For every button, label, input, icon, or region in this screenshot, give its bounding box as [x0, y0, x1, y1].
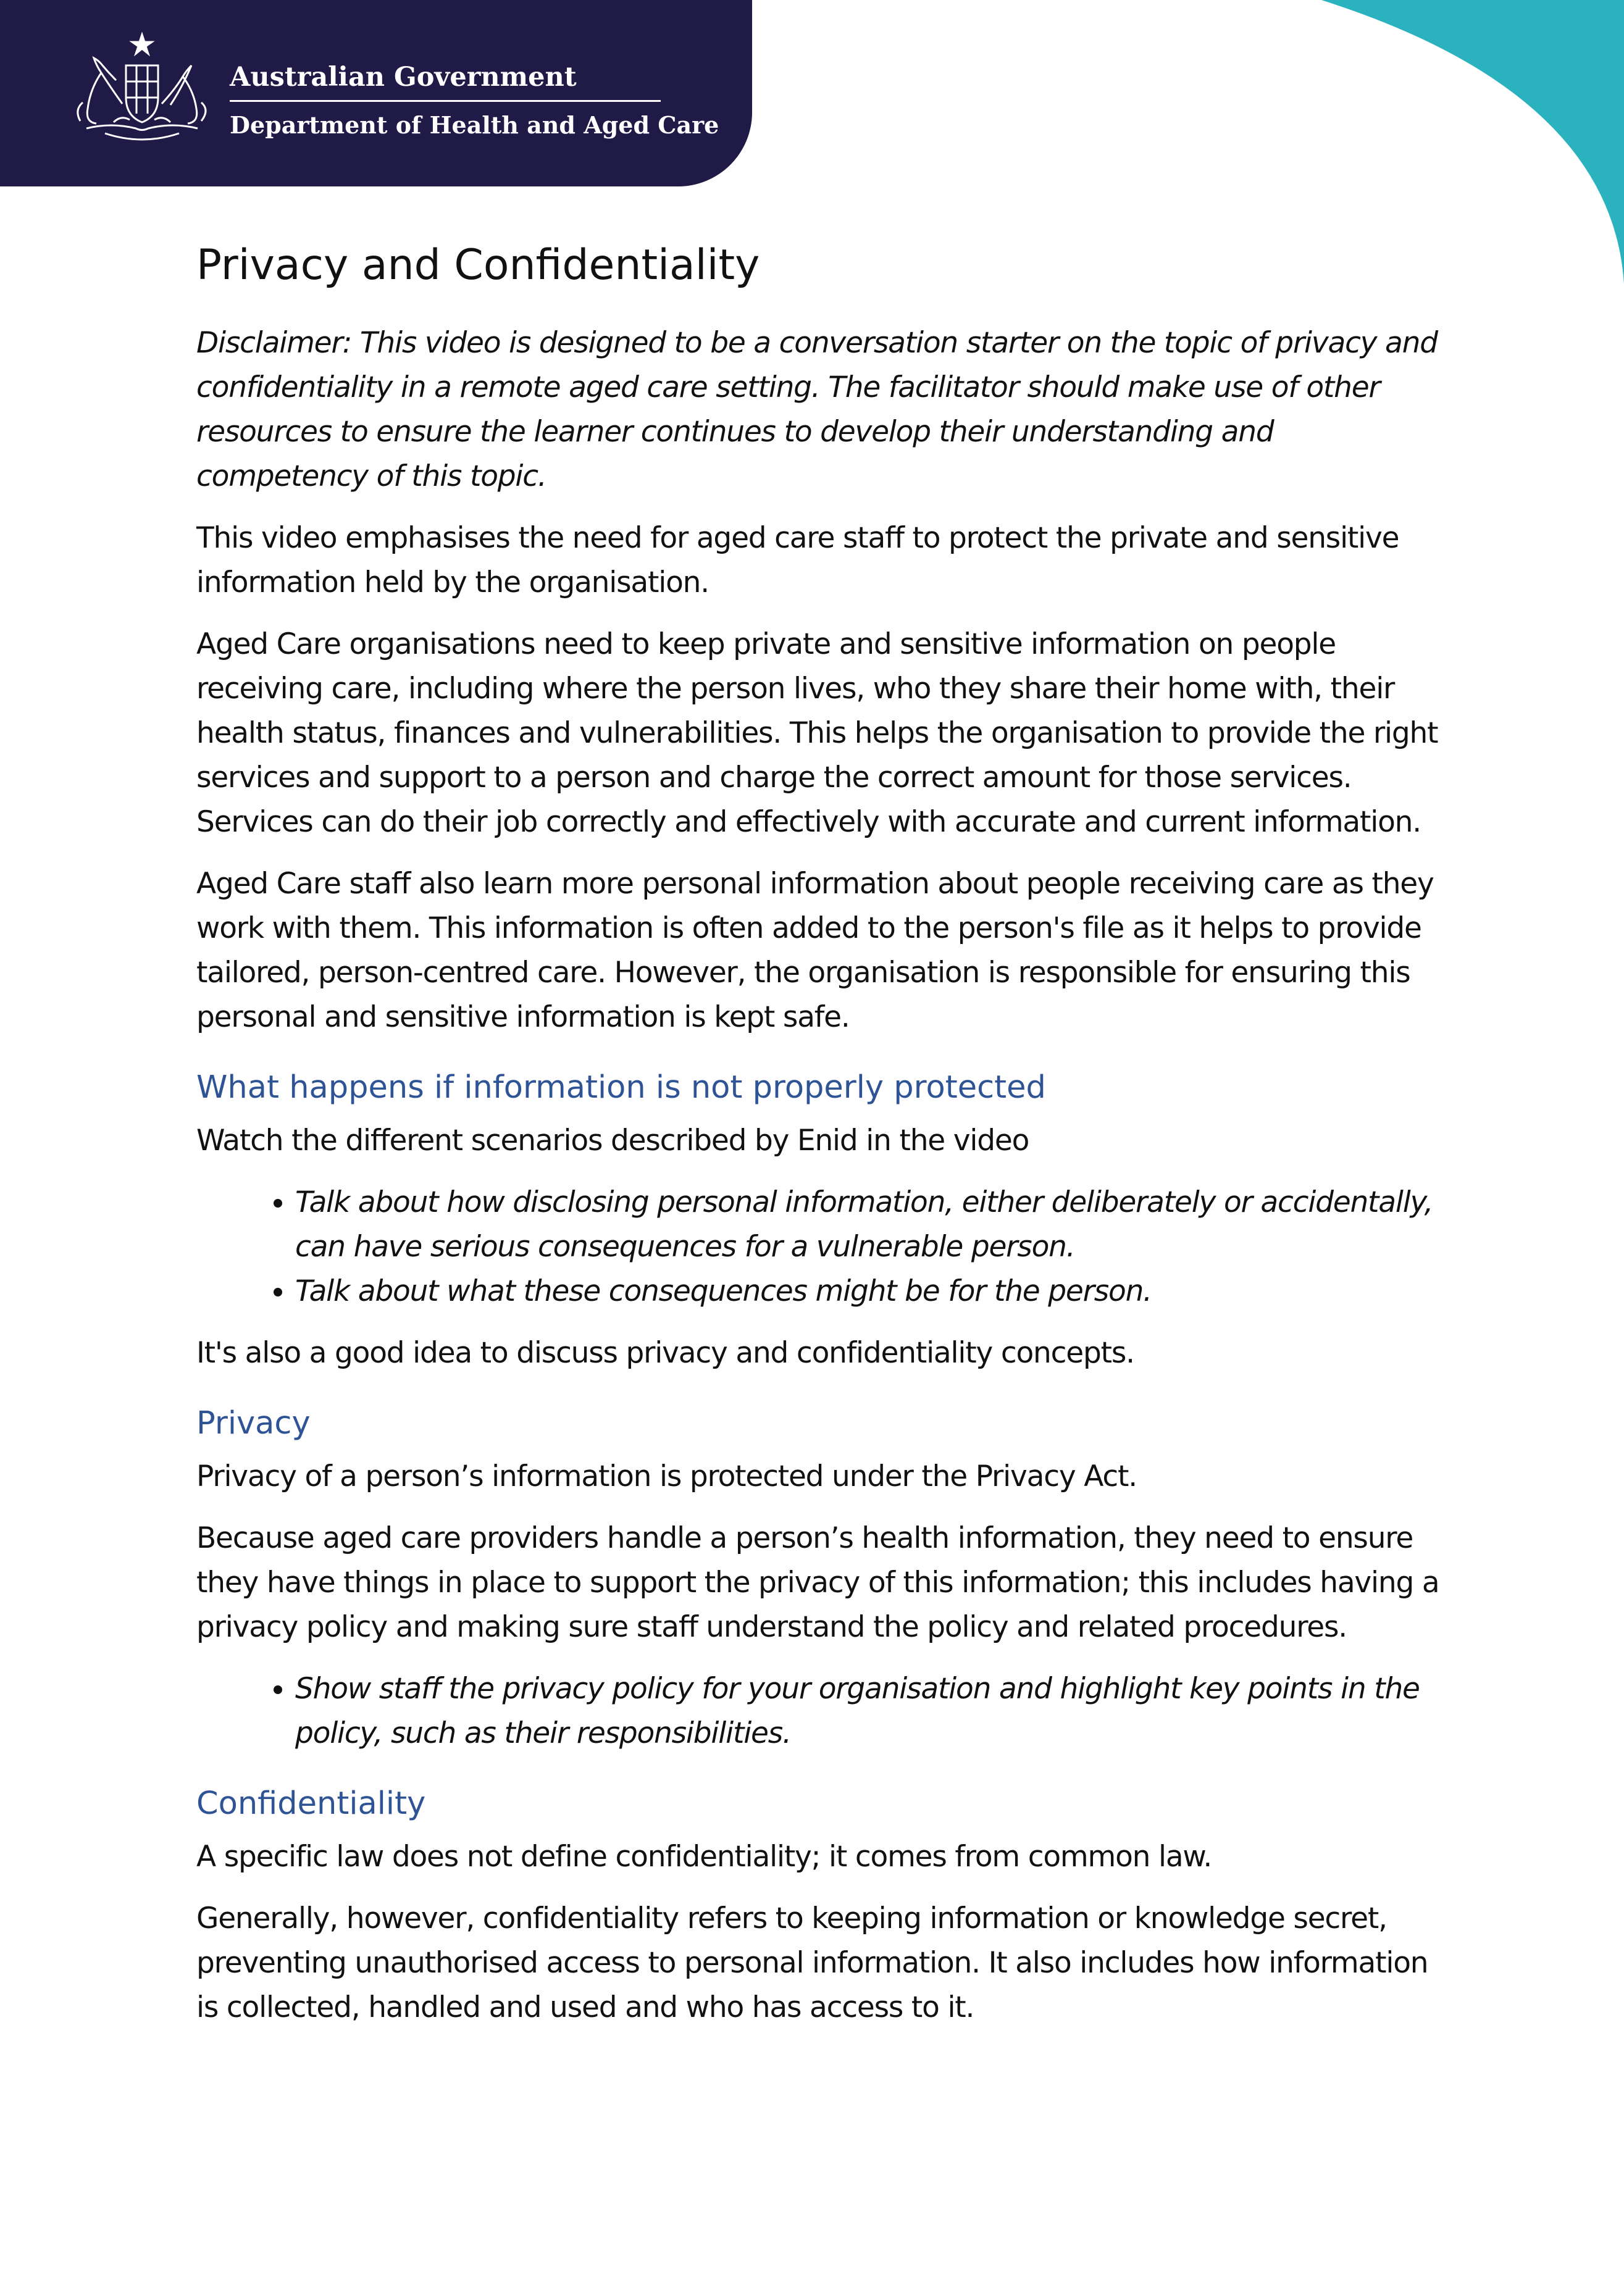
intro-paragraph: Aged Care organisations need to keep private and sensitive information on people receiving care, including where the person lives, who they share their home with, their health status, finances and vulnerabilities. This helps the organisation to provide the right services and support to a person and charge the correct amount for those services. Services can do their job correctly and effectively with accurate and current information. [196, 627, 1438, 839]
department-name: Department of Health and Aged Care [230, 111, 719, 139]
list-item: • Talk about what these consequences might be for the person. [295, 1269, 1444, 1314]
government-banner [0, 0, 752, 186]
privacy-paragraph: Privacy of a person’s information is protected under the Privacy Act. [196, 1459, 1137, 1493]
section-closing: It's also a good idea to discuss privacy and confidentiality concepts. [196, 1336, 1134, 1370]
page-title: Privacy and Confidentiality [196, 241, 760, 290]
confidentiality-paragraph: A specific law does not define confidentiality; it comes from common law. [196, 1840, 1212, 1874]
government-name: Australian Government [230, 62, 577, 93]
privacy-paragraph: Because aged care providers handle a person’s health information, they need to ensure they have things in place to support the privacy of this information; this includes having a privacy policy and making sure staff understand the policy and related procedures. [196, 1521, 1439, 1644]
confidentiality-paragraph: Generally, however, confidentiality refers to keeping information or knowledge secret, preventing unauthorised access to personal information. It also includes how information is collected, handled and used and who has access to it. [196, 1902, 1428, 2024]
list-item: • Show staff the privacy policy for your organisation and highlight key points in the policy, such as their responsibilities. [295, 1667, 1444, 1756]
intro-paragraph: This video emphasises the need for aged care staff to protect the private and sensitive information held by the organisation. [196, 521, 1399, 599]
section-lead: Watch the different scenarios described by Enid in the video [196, 1124, 1029, 1158]
section-heading-privacy: Privacy [196, 1405, 311, 1442]
section-heading-protection: What happens if information is not properly protected [196, 1069, 1046, 1106]
disclaimer: Disclaimer: This video is designed to be a conversation starter on the topic of privacy and confidentiality in a remote aged care setting. The facilitator should make use of other resources to ensure the learner continues to develop their understanding and competency of this topic. [196, 326, 1438, 493]
list-item: • Talk about how disclosing personal information, either deliberately or accidentally, can have serious consequences for a vulnerable person. [295, 1180, 1444, 1269]
section-heading-confidentiality: Confidentiality [196, 1785, 426, 1822]
coat-of-arms-icon [62, 30, 222, 147]
header-divider [230, 100, 661, 102]
document-body [196, 235, 1444, 2047]
bullet-list [196, 1180, 1444, 1314]
bullet-list [196, 1667, 1444, 1756]
intro-paragraph: Aged Care staff also learn more personal information about people receiving care as they work with them. This information is often added to the person's file as it helps to provide tailored, person-centred care. However, the organisation is responsible for ensuring this personal and sensitive information is kept safe. [196, 867, 1434, 1034]
